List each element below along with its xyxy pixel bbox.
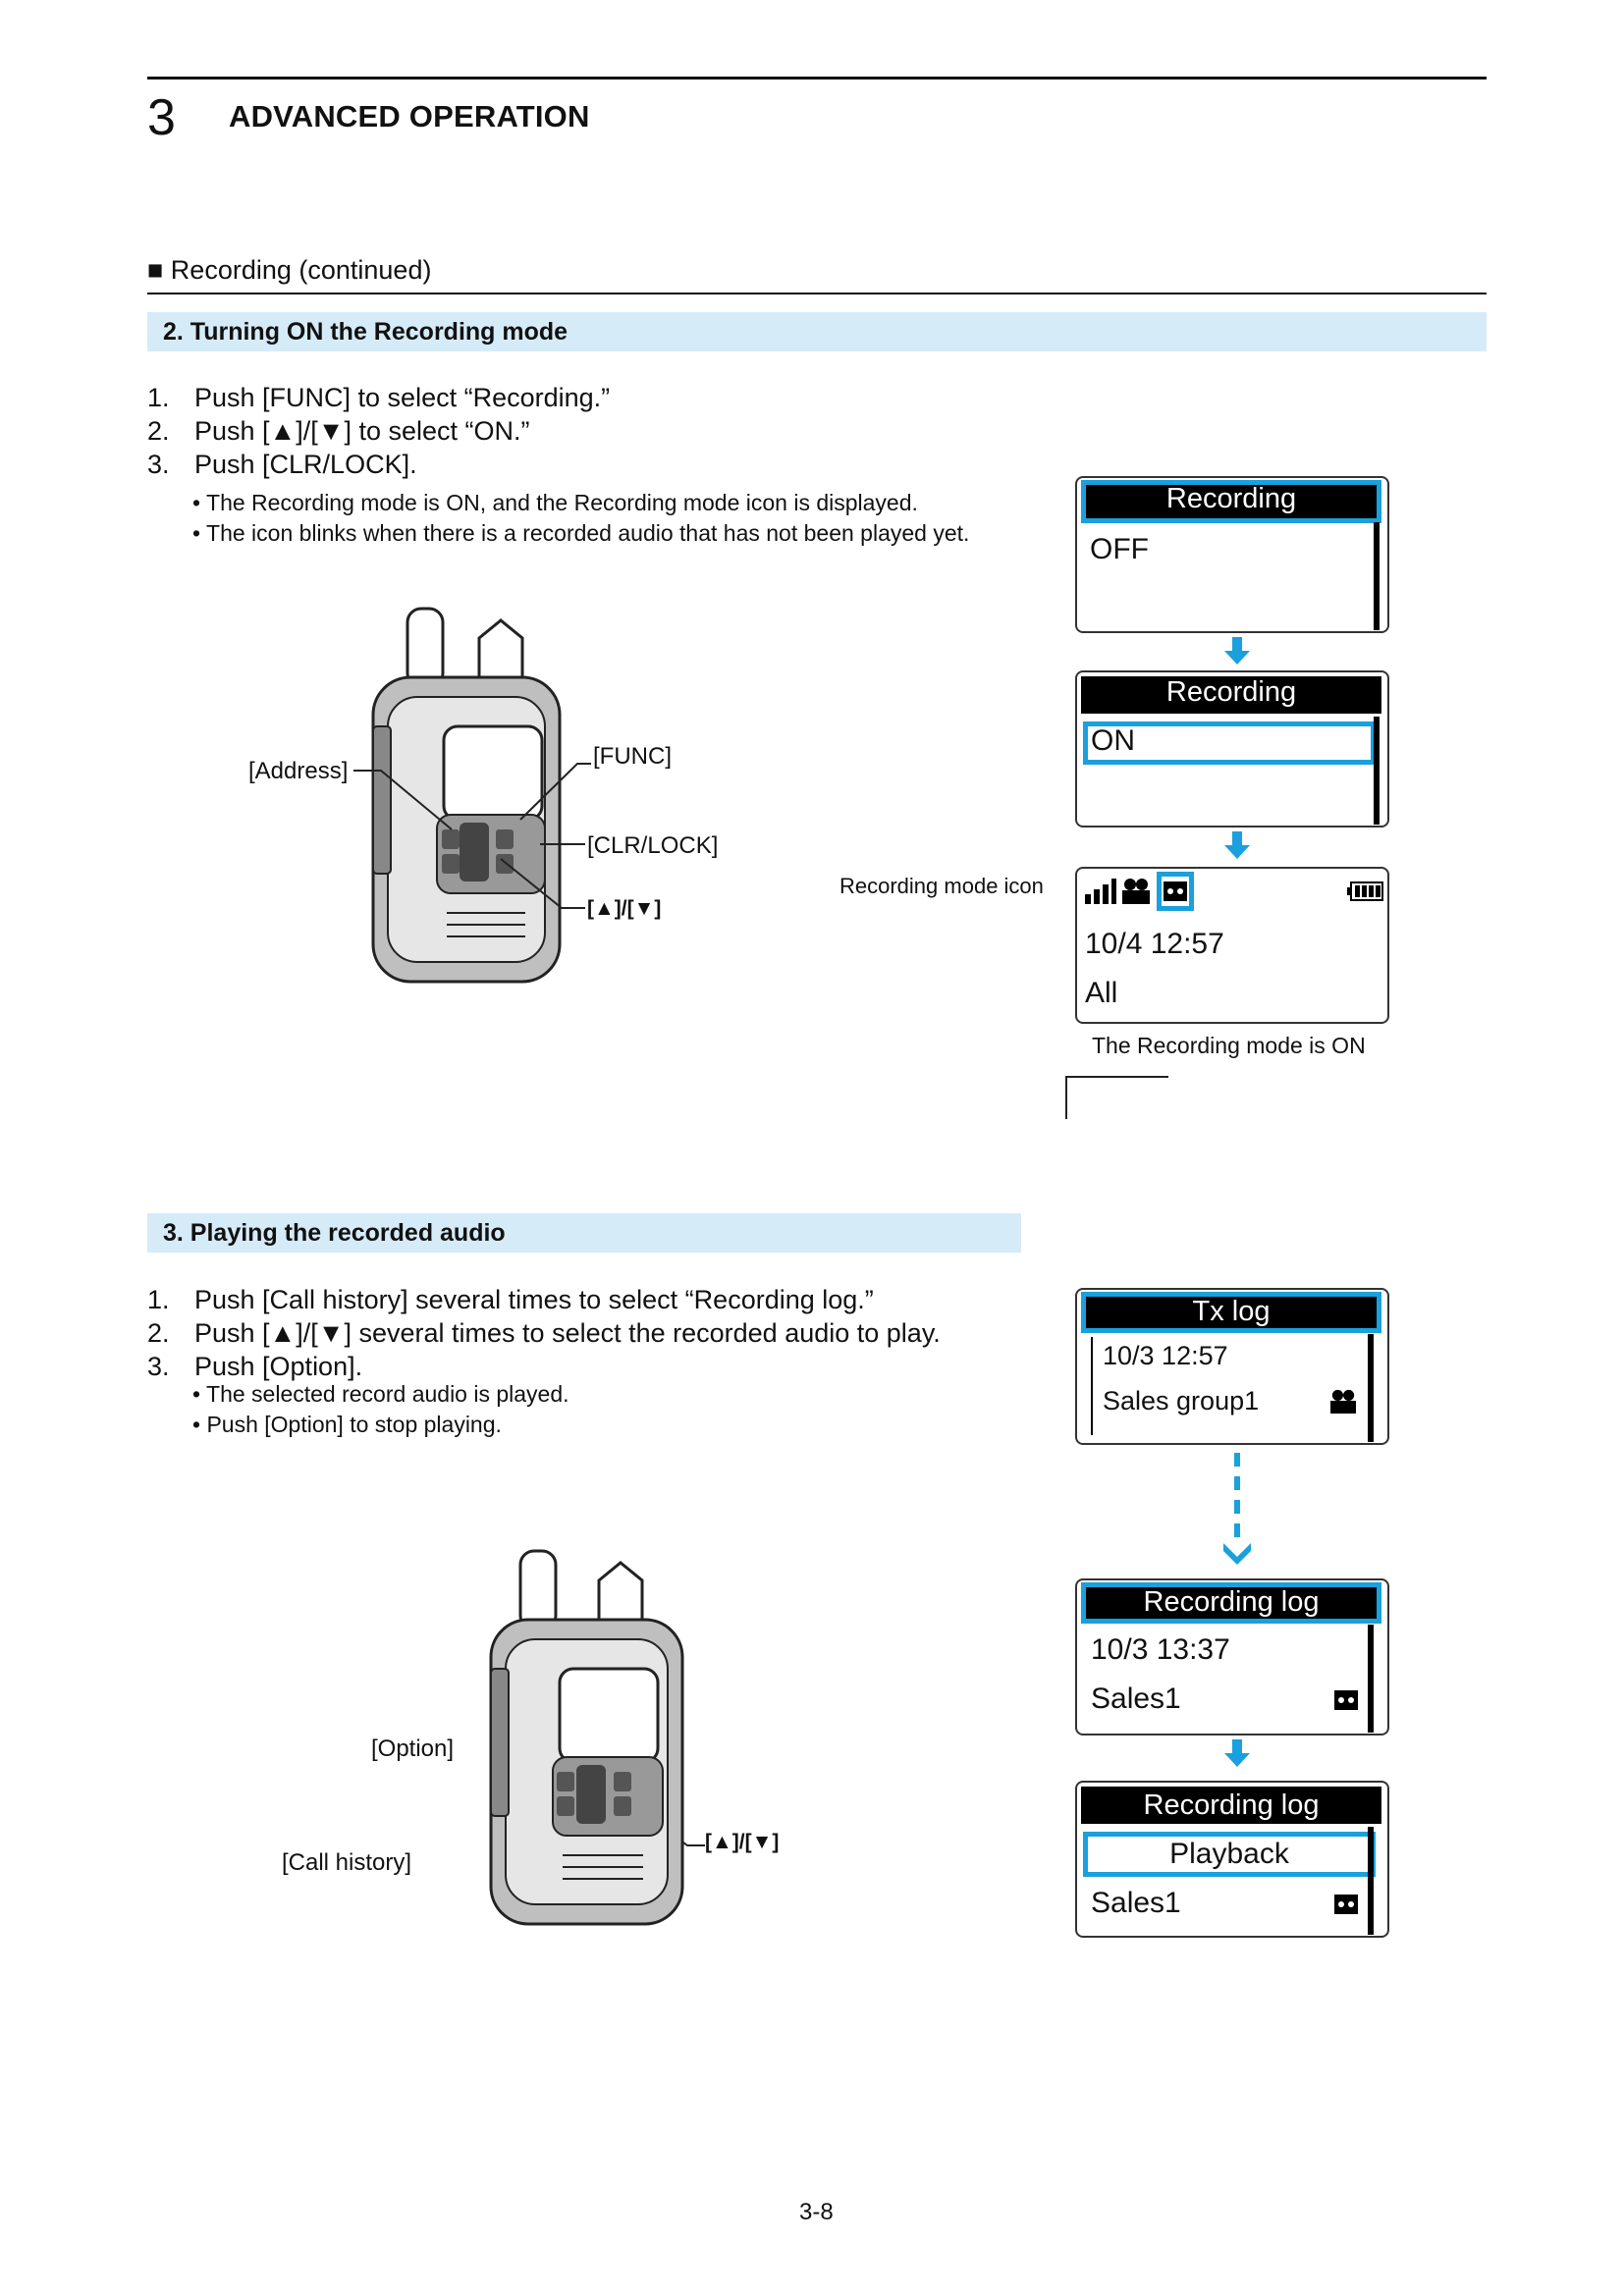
option-key-label: [Option] <box>371 1735 455 1762</box>
screen-title: Recording <box>1085 483 1378 518</box>
chapter-number: 3 <box>147 89 176 146</box>
updown-key-label: [▲]/[▼] <box>705 1831 780 1853</box>
screen-recording-playback <box>1075 1781 1389 1938</box>
battery-icon <box>1347 881 1384 901</box>
down-arrow-icon <box>1221 635 1253 667</box>
clr-lock-key-label: [CLR/LOCK] <box>587 832 719 859</box>
func-key-label: [FUNC] <box>593 743 672 770</box>
bullet: • The Recording mode is ON, and the Recording mode icon is displayed. <box>192 490 918 515</box>
radio-illustration-top <box>353 599 579 991</box>
screen-tx-log <box>1075 1288 1389 1445</box>
chapter-title: ADVANCED OPERATION <box>229 99 590 133</box>
screen-standby <box>1075 867 1389 1024</box>
screen-line2: Sales group1 <box>1103 1386 1260 1415</box>
highlight-box <box>1081 480 1381 523</box>
screen-title: Tx log <box>1085 1295 1378 1328</box>
top-rule <box>147 77 1487 80</box>
scrollbar <box>1368 1334 1374 1442</box>
down-arrow-icon <box>1221 1737 1253 1769</box>
step: 3. Push [CLR/LOCK]. <box>147 450 417 479</box>
step: 2. Push [▲]/[▼] several times to select the recorded audio to play. <box>147 1318 941 1348</box>
screen-line1: 10/3 13:37 <box>1091 1633 1230 1666</box>
group-icon <box>1120 877 1152 904</box>
step: 2. Push [▲]/[▼] to select “ON.” <box>147 416 530 446</box>
screen-value: OFF <box>1090 533 1149 565</box>
signal-icon <box>1085 879 1116 904</box>
subsection-heading: ■ Recording (continued) <box>147 255 432 285</box>
bullet: • The icon blinks when there is a recorded audio that has not been played yet. <box>192 520 970 546</box>
section2-title: 2. Turning ON the Recording mode <box>147 312 1487 351</box>
recording-mode-icon-label: Recording mode icon <box>839 874 1044 898</box>
section2-steps <box>147 381 610 481</box>
screen-title: Recording log <box>1085 1585 1378 1619</box>
scrollbar <box>1374 717 1380 825</box>
step: 1. Push [Call history] several times to select “Recording log.” <box>147 1285 874 1314</box>
page-number: 3-8 <box>799 2199 834 2225</box>
updown-key-label: [▲]/[▼] <box>587 897 662 920</box>
bullet: • Push [Option] to stop playing. <box>192 1412 502 1437</box>
list-bracket <box>1091 1337 1093 1435</box>
dashed-down-arrow-icon <box>1218 1451 1257 1571</box>
section3-title: 3. Playing the recorded audio <box>147 1213 1021 1253</box>
scrollbar <box>1368 1827 1374 1935</box>
recording-icon <box>1334 1895 1358 1914</box>
scrollbar <box>1374 522 1380 630</box>
step: 3. Push [Option]. <box>147 1352 363 1381</box>
subsection-rule <box>147 293 1487 294</box>
section3-bullets <box>192 1379 569 1440</box>
group-icon <box>1328 1388 1358 1414</box>
screen-datetime: 10/4 12:57 <box>1085 928 1224 960</box>
call-history-key-label: [Call history] <box>282 1849 412 1876</box>
caption: The Recording mode is ON <box>1092 1033 1366 1058</box>
screen-line2: Sales1 <box>1091 1887 1181 1919</box>
highlight-box <box>1081 1582 1381 1624</box>
screen-recording-log <box>1075 1578 1389 1735</box>
screen-title: Recording <box>1081 676 1381 714</box>
screen-line1: Playback <box>1169 1838 1289 1870</box>
screen-title: Recording log <box>1081 1787 1381 1824</box>
highlight-box <box>1081 1292 1381 1333</box>
recording-mode-icon <box>1164 881 1187 901</box>
step: 1. Push [FUNC] to select “Recording.” <box>147 383 611 412</box>
address-key-label: [Address] <box>248 758 349 784</box>
section2-bullets <box>192 488 969 549</box>
radio-illustration-bottom <box>466 1541 702 1934</box>
screen-group: All <box>1085 977 1118 1009</box>
bullet: • The selected record audio is played. <box>192 1381 569 1407</box>
section3-steps <box>147 1283 941 1383</box>
screen-line2: Sales1 <box>1091 1682 1181 1715</box>
recording-icon <box>1334 1690 1358 1710</box>
screen-line1: 10/3 12:57 <box>1103 1341 1228 1370</box>
down-arrow-icon <box>1221 829 1253 861</box>
screen-recording-on <box>1075 670 1389 828</box>
screen-value: ON <box>1091 724 1135 757</box>
scrollbar <box>1368 1625 1374 1733</box>
screen-recording-off <box>1075 476 1389 633</box>
